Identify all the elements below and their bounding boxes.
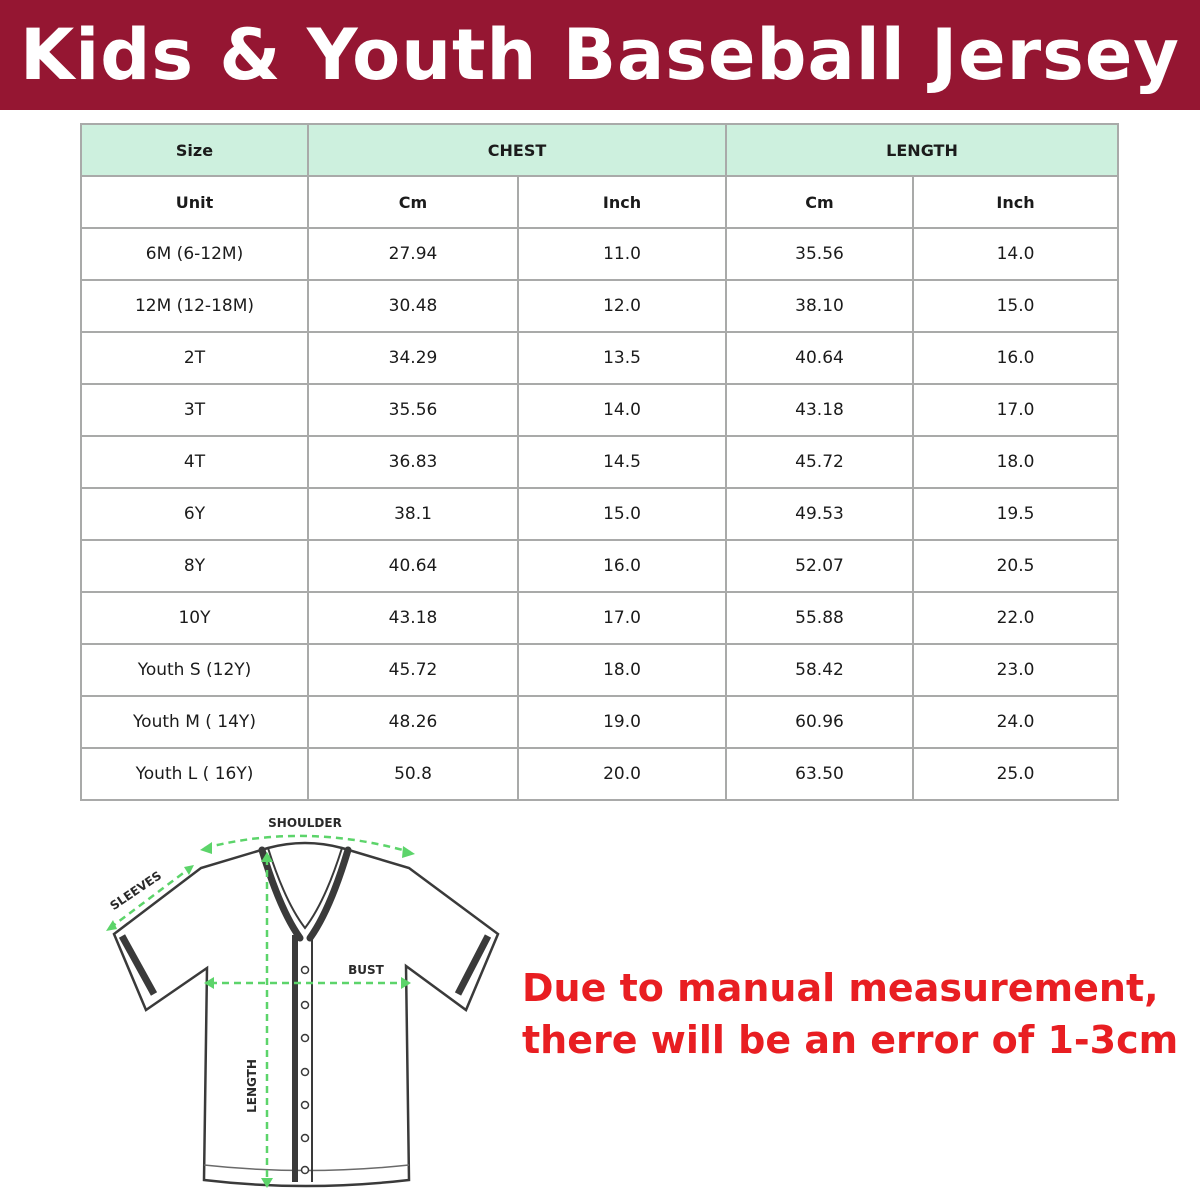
cell-chest-inch: 17.0 <box>518 592 726 644</box>
cell-length-inch: 18.0 <box>913 436 1118 488</box>
header-chest: CHEST <box>308 124 726 176</box>
cell-length-cm: 52.07 <box>726 540 913 592</box>
table-row <box>81 748 1118 800</box>
note-line-1: Due to manual measurement, <box>522 966 1159 1010</box>
cell-chest-inch: 14.0 <box>518 384 726 436</box>
unit-chest-cm: Cm <box>308 176 518 228</box>
label-shoulder: SHOULDER <box>268 816 342 830</box>
cell-length-cm: 55.88 <box>726 592 913 644</box>
title-banner <box>0 0 1200 110</box>
cell-length-cm: 45.72 <box>726 436 913 488</box>
unit-label: Unit <box>81 176 308 228</box>
cell-length-inch: 19.5 <box>913 488 1118 540</box>
cell-chest-inch: 15.0 <box>518 488 726 540</box>
cell-chest-inch: 20.0 <box>518 748 726 800</box>
jersey-diagram <box>80 810 520 1195</box>
cell-size: 6Y <box>81 488 308 540</box>
cell-chest-cm: 34.29 <box>308 332 518 384</box>
table-row <box>81 384 1118 436</box>
table-unit-row <box>81 176 1118 228</box>
note-line-2: there will be an error of 1-3cm <box>522 1018 1179 1062</box>
cell-size: 2T <box>81 332 308 384</box>
cell-chest-inch: 14.5 <box>518 436 726 488</box>
cell-chest-inch: 13.5 <box>518 332 726 384</box>
cell-chest-cm: 27.94 <box>308 228 518 280</box>
cell-size: 6M (6-12M) <box>81 228 308 280</box>
page-title: Kids & Youth Baseball Jersey <box>20 14 1180 96</box>
cell-chest-inch: 19.0 <box>518 696 726 748</box>
table-row <box>81 332 1118 384</box>
table-row <box>81 228 1118 280</box>
cell-length-cm: 58.42 <box>726 644 913 696</box>
cell-chest-inch: 16.0 <box>518 540 726 592</box>
cell-chest-cm: 38.1 <box>308 488 518 540</box>
unit-length-cm: Cm <box>726 176 913 228</box>
table-row <box>81 696 1118 748</box>
cell-size: Youth S (12Y) <box>81 644 308 696</box>
label-length: LENGTH <box>245 1059 259 1113</box>
table-row <box>81 592 1118 644</box>
cell-chest-inch: 18.0 <box>518 644 726 696</box>
header-size: Size <box>81 124 308 176</box>
cell-chest-cm: 40.64 <box>308 540 518 592</box>
table-header-row <box>81 124 1118 176</box>
cell-length-cm: 43.18 <box>726 384 913 436</box>
cell-length-cm: 49.53 <box>726 488 913 540</box>
size-chart-table <box>80 123 1119 801</box>
cell-length-inch: 24.0 <box>913 696 1118 748</box>
cell-size: 3T <box>81 384 308 436</box>
label-bust: BUST <box>348 963 384 977</box>
cell-chest-cm: 48.26 <box>308 696 518 748</box>
cell-length-cm: 40.64 <box>726 332 913 384</box>
table-row <box>81 436 1118 488</box>
unit-length-inch: Inch <box>913 176 1118 228</box>
table-row <box>81 488 1118 540</box>
cell-length-cm: 60.96 <box>726 696 913 748</box>
cell-size: 8Y <box>81 540 308 592</box>
unit-chest-inch: Inch <box>518 176 726 228</box>
cell-chest-inch: 12.0 <box>518 280 726 332</box>
cell-chest-cm: 50.8 <box>308 748 518 800</box>
cell-length-inch: 25.0 <box>913 748 1118 800</box>
table-row <box>81 644 1118 696</box>
cell-chest-cm: 43.18 <box>308 592 518 644</box>
header-length: LENGTH <box>726 124 1118 176</box>
cell-length-inch: 16.0 <box>913 332 1118 384</box>
cell-length-inch: 22.0 <box>913 592 1118 644</box>
cell-size: Youth M ( 14Y) <box>81 696 308 748</box>
cell-length-cm: 38.10 <box>726 280 913 332</box>
cell-length-inch: 17.0 <box>913 384 1118 436</box>
cell-chest-inch: 11.0 <box>518 228 726 280</box>
cell-size: 10Y <box>81 592 308 644</box>
table-row <box>81 540 1118 592</box>
cell-length-inch: 15.0 <box>913 280 1118 332</box>
cell-length-inch: 20.5 <box>913 540 1118 592</box>
cell-length-inch: 14.0 <box>913 228 1118 280</box>
cell-chest-cm: 35.56 <box>308 384 518 436</box>
cell-length-cm: 63.50 <box>726 748 913 800</box>
cell-size: 4T <box>81 436 308 488</box>
cell-size: 12M (12-18M) <box>81 280 308 332</box>
cell-chest-cm: 30.48 <box>308 280 518 332</box>
cell-length-inch: 23.0 <box>913 644 1118 696</box>
table-row <box>81 280 1118 332</box>
cell-length-cm: 35.56 <box>726 228 913 280</box>
measurement-note <box>522 962 1178 1066</box>
label-sleeves: SLEEVES <box>107 868 165 913</box>
cell-chest-cm: 36.83 <box>308 436 518 488</box>
cell-size: Youth L ( 16Y) <box>81 748 308 800</box>
cell-chest-cm: 45.72 <box>308 644 518 696</box>
